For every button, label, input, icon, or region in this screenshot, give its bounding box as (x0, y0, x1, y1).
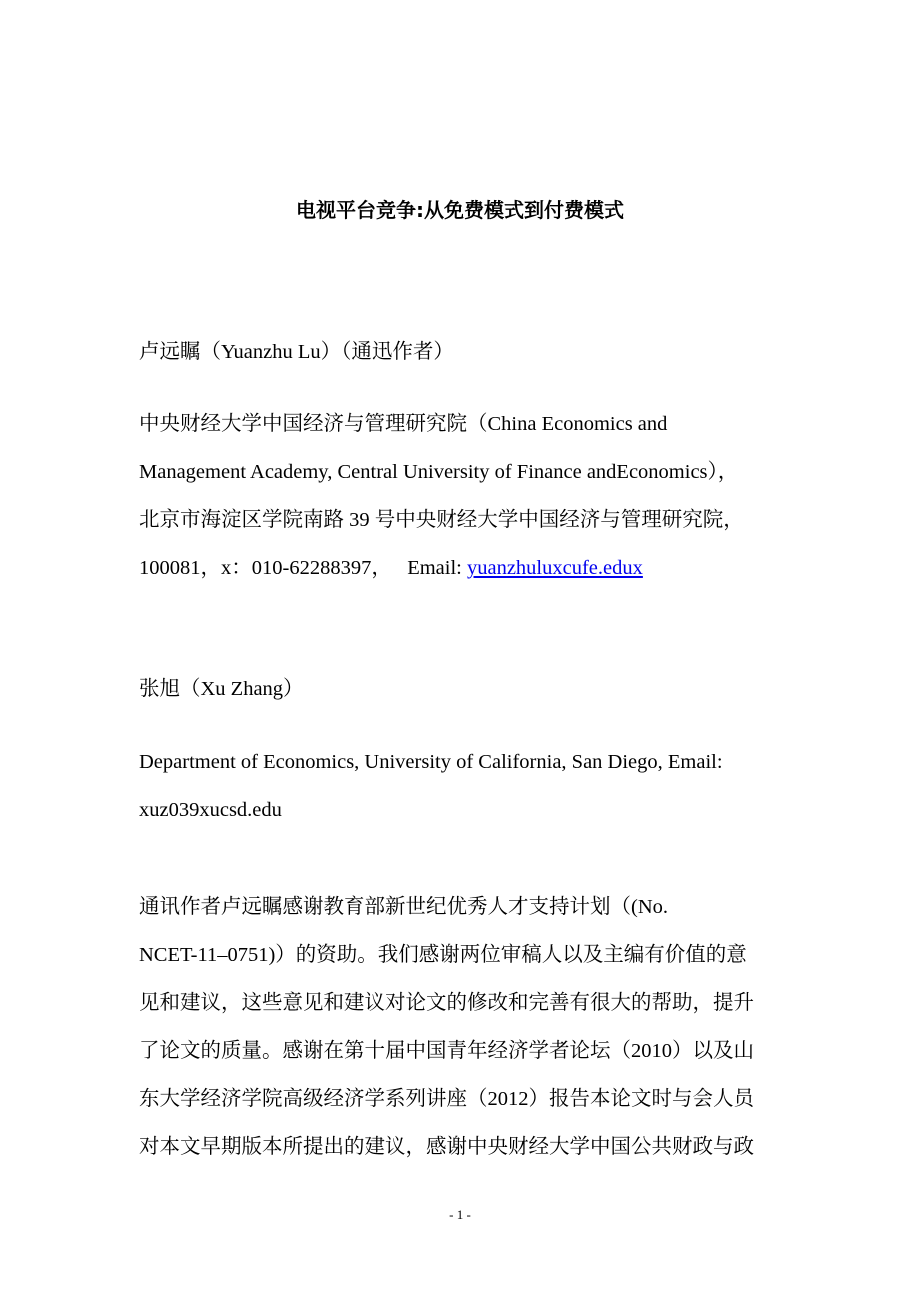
ack-line: 东大学经济学院高级经济学系列讲座（2012）报告本论文时与会人员 (139, 1088, 754, 1110)
acknowledgement-paragraph (139, 883, 789, 1171)
contact-line (139, 544, 789, 592)
affiliation-line: xuz039xucsd.edu (139, 799, 282, 821)
contact-prefix: 100081，x：010-62288397， Email: (139, 557, 467, 579)
affiliation-line: 中央财经大学中国经济与管理研究院（China Economics and (139, 413, 668, 435)
ack-line: 见和建议，这些意见和建议对论文的修改和完善有很大的帮助，提升 (139, 992, 754, 1014)
author2-name (139, 665, 789, 713)
page-number: - 1 - (449, 1207, 471, 1222)
email-link[interactable]: yuanzhuluxcufe.edux (466, 557, 643, 579)
author1-affiliation (139, 400, 789, 592)
author1-line: 卢远瞩（Yuanzhu Lu）（通迅作者） (139, 341, 454, 363)
author1-name (139, 328, 789, 376)
affiliation-line: Department of Economics, University of California, San Diego, Email: (139, 751, 723, 773)
ack-line: 通讯作者卢远瞩感谢教育部新世纪优秀人才支持计划（(No. (139, 896, 669, 918)
affiliation-line: 北京市海淀区学院南路 39 号中央财经大学中国经济与管理研究院， (139, 509, 744, 531)
ack-line: 对本文早期版本所提出的建议，感谢中央财经大学中国公共财政与政 (139, 1136, 754, 1158)
ack-line: 了论文的质量。感谢在第十届中国青年经济学者论坛（2010）以及山 (139, 1040, 754, 1062)
paper-title: 电视平台竞争:从免费模式到付费模式 (296, 198, 624, 222)
author2-line: 张旭（Xu Zhang） (139, 678, 304, 700)
ack-line: NCET-11–0751)）的资助。我们感谢两位审稿人以及主编有价值的意 (139, 944, 747, 966)
affiliation-line: Management Academy, Central University of Finance andEconomics）， (139, 461, 739, 483)
author2-affiliation (139, 738, 789, 834)
